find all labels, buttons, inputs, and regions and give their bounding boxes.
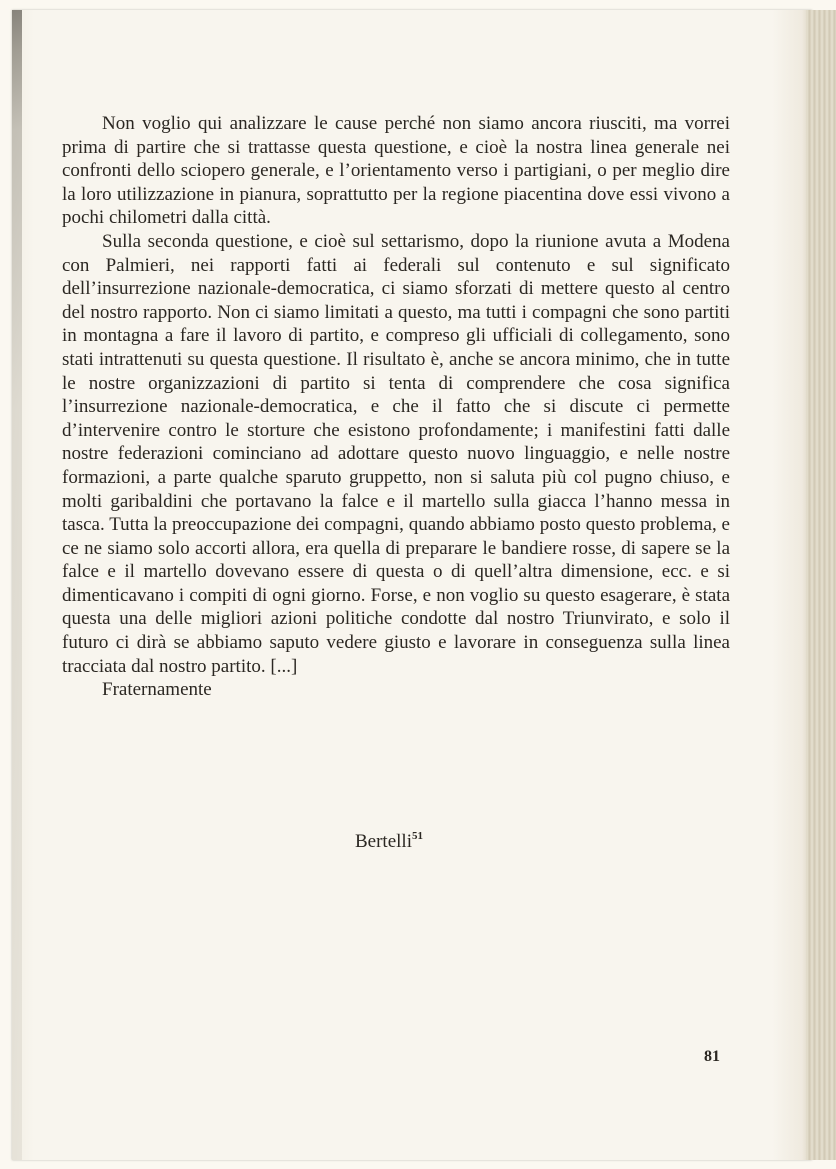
page-stack-edge [806, 10, 836, 1160]
paragraph-1: Non voglio qui analizzare le cause perché non siamo ancora riusciti, ma vorrei prima di partire che si trattasse questa questione, e cioè la nostra linea generale nei confronti dello sciopero generale, e l’orientamento verso i partigiani, o per meglio dire la loro utilizzazione in pianura, soprattutto per la regione piacentina dove essi vivono a pochi chilometri dalla città. [62, 113, 730, 229]
page-gutter-shadow [12, 10, 22, 1160]
page-number: 81 [704, 1048, 720, 1065]
footnote-marker: 51 [411, 830, 423, 842]
closing-salutation: Fraternamente [102, 679, 212, 701]
paragraph-2: Sulla seconda questione, e cioè sul settarismo, dopo la riunione avuta a Modena con Palmieri, nei rapporti fatti ai federali sul contenuto e sul significato dell’insurrezione nazionale-democratica, ci siamo sforzati di mettere questo al centro del nostro rapporto. Non ci siamo limitati a questo, ma tutti i compagni che sono partiti in montagna a fare il lavoro di partito, e compreso gli ufficiali di collegamento, sono stati intrattenuti su questa questione. Il risultato è, anche se ancora minimo, che in tutte le nostre organizzazioni di partito si tenta di comprendere che cosa significa l’insurrezione nazionale-democratica, e che il fatto che si discute ci permette d’intervenire contro le storture che esistono profondamente; i manifestini fatti dalle nostre federazioni cominciano ad adottare questo nuovo linguaggio, e nelle nostre formazioni, a parte qualche sparuto gruppetto, non si saluta più col pugno chiuso, e molti garibaldini che portavano la falce e il martello sulla giacca l’hanno messa in tasca. Tutta la preoccupazione dei compagni, quando abbiamo posto questo problema, e ce ne siamo solo accorti allora, era quella di preparare le bandiere rosse, di sapere se la falce e il martello dovevano essere di questa o di quell’altra dimensione, ecc. e si dimenticavano i compiti di ogni giorno. Forse, e non voglio su questo esagerare, è stata questa una delle migliori azioni politiche condotte dal nostro Triunvirato, e solo il futuro ci dirà se abbiamo saputo vedere giusto e lavorare in conseguenza sulla linea tracciata dal nostro partito. [...] [62, 230, 730, 677]
signature-name: Bertelli [355, 831, 412, 852]
signature-line [355, 830, 423, 853]
body-text [62, 112, 730, 702]
